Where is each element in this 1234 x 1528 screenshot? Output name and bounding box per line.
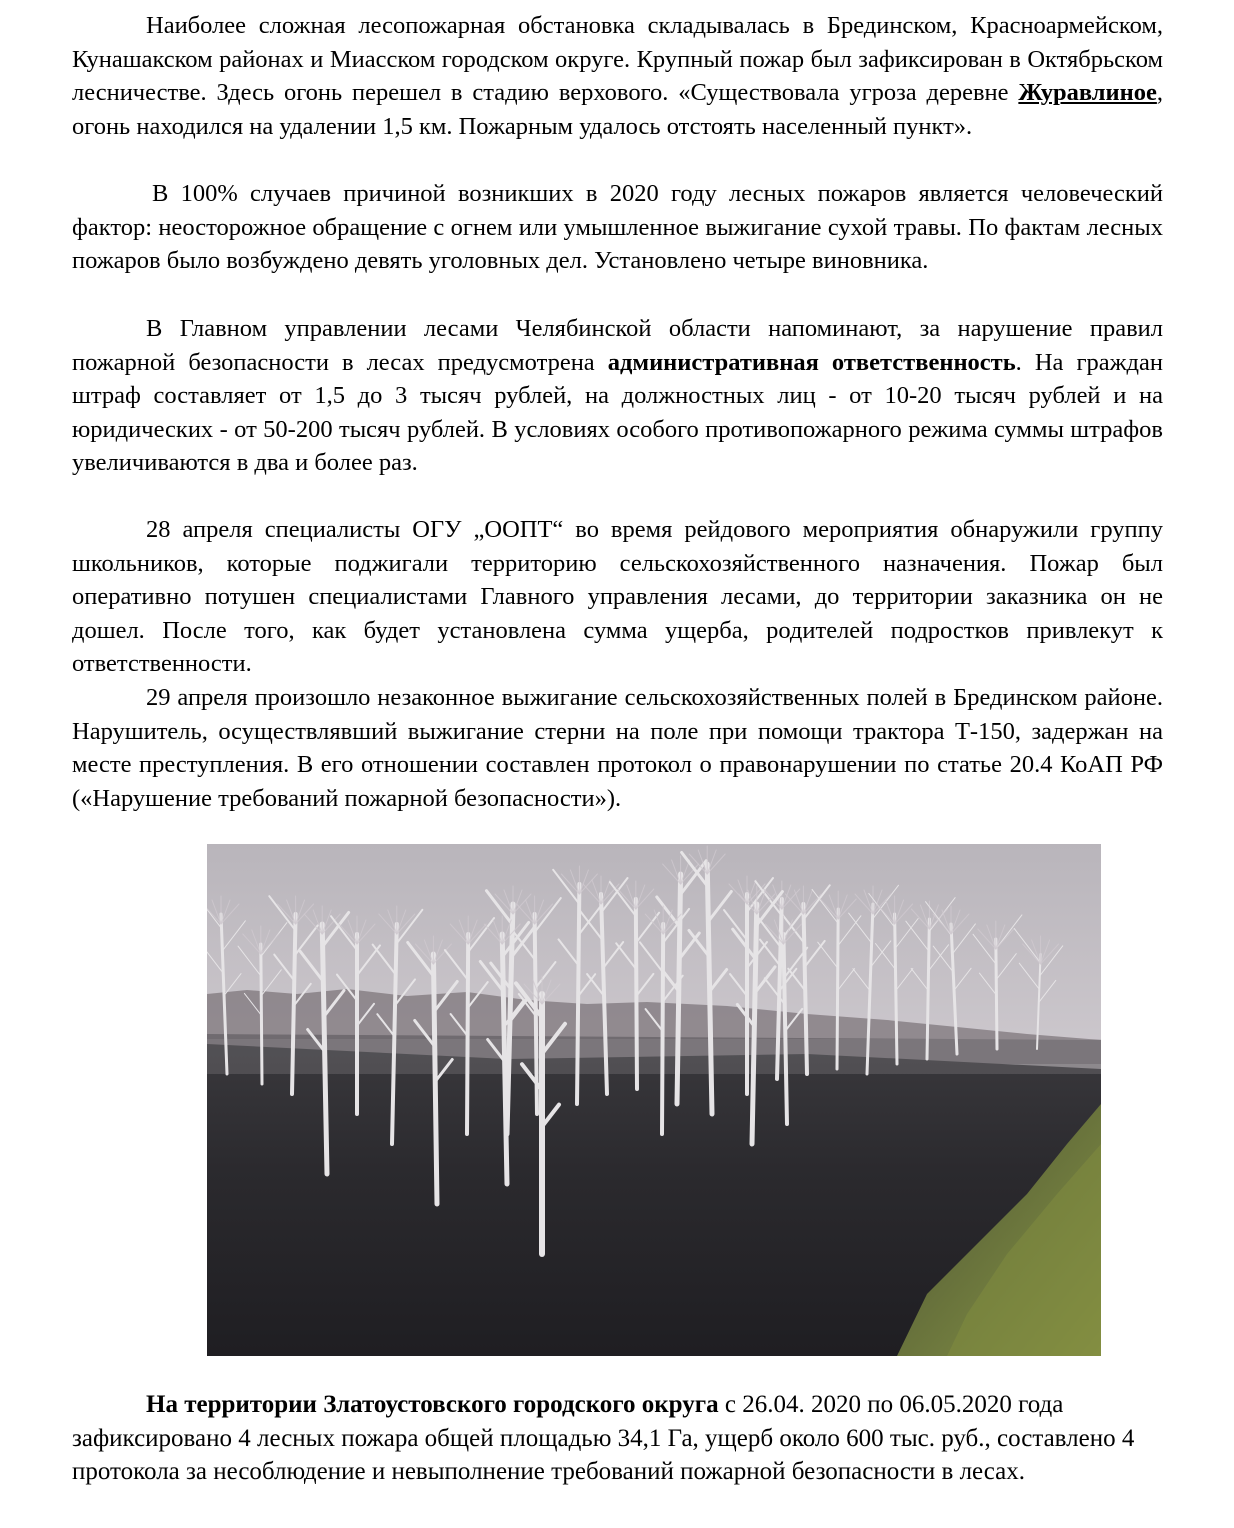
paragraph-human-factor: В 100% случаев причиной возникших в 2020 году лесных пожаров является человеческий фактор: неосторожное обращение с огнем или умышленное выжигание сухой травы. По фактам лесных пожаров было возбуждено девять уголовных дел. Установлено четыре виновника.	[72, 180, 1163, 275]
text: , огонь находился на удалении 1,5 км. Пожарным удалось отстоять населенный пункт».	[72, 79, 1163, 140]
paragraph-april-29: 29 апреля произошло незаконное выжигание сельскохозяйственных полей в Брединском районе. Нарушитель, осуществлявший выжигание стерни на поле при помощи трактора Т-150, задержан на месте преступления. В его отношении составлен протокол о правонарушении по статье 20.4 КоАП РФ («Нарушение требований пожарной безопасности»).	[72, 684, 1163, 812]
text: . На граждан штраф составляет от 1,5 до 3 тысяч рублей, на должностных лиц - от 10-20 тысяч рублей и на юридических - от 50-200 тысяч рублей. В условиях особого противопожарного режима суммы штрафов увеличиваются в два и более раз.	[72, 348, 1163, 477]
village-name: Журавлиное	[1018, 79, 1157, 107]
paragraph-april-28: 28 апреля специалисты ОГУ „ООПТ“ во время рейдового мероприятия обнаружили группу школьников, которые поджигали территорию сельскохозяйственного назначения. Пожар был оперативно потушен специалистами Главного управления лесами, до территории заказника он не дошел. После того, как будет установлена сумма ущерба, родителей подростков привлекут к ответственности.	[72, 516, 1163, 678]
bold-term: административная ответственность	[607, 348, 1016, 376]
burned-field-birch-trees-photo	[207, 844, 1101, 1356]
paragraph-fines	[72, 312, 1163, 480]
bold-lead: На территории Златоустовского городского округа	[146, 1391, 719, 1418]
paragraph-zlatoust	[72, 1388, 1163, 1489]
text: Наиболее сложная лесопожарная обстановка складывалась в Брединском, Красноармейском, Кунашакском районах и Миасском городском округе. Крупный пожар был зафиксирован в Октябрьском лесничестве. Здесь огонь перешел в стадию верхового. «Существовала угроза деревне	[72, 12, 1163, 107]
paragraph-fire-situation	[72, 9, 1163, 143]
text: В Главном управлении лесами Челябинской области напоминают, за нарушение правил пожарной безопасности в лесах предусмотрена	[72, 315, 1163, 376]
text: с 26.04. 2020 по 06.05.2020 года зафиксировано 4 лесных пожара общей площадью 34,1 Га, ущерб около 600 тыс. руб., составлено 4 протокола за несоблюдение и невыполнение требований пожарной безопасности в лесах.	[72, 1391, 1135, 1485]
